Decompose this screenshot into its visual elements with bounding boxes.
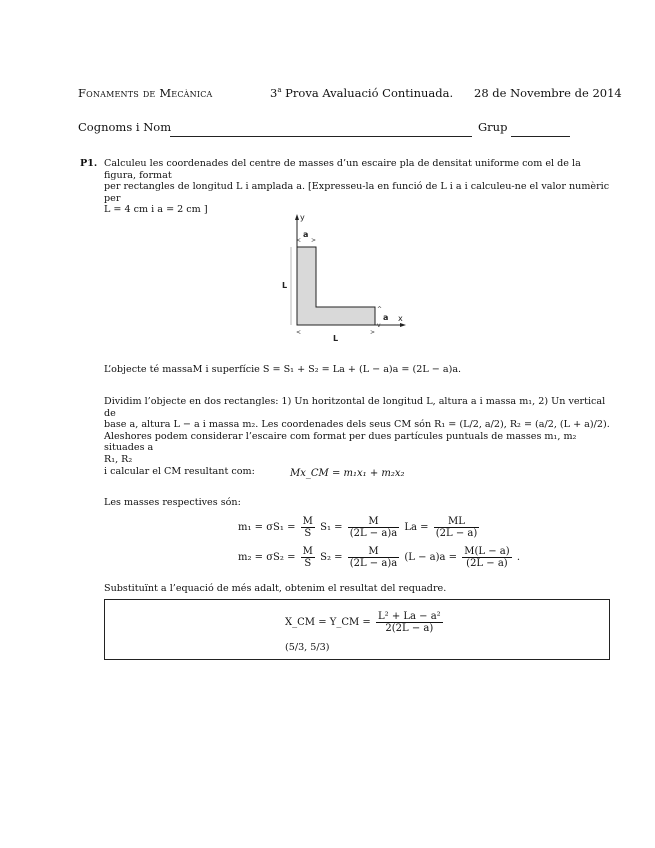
result-fraction — [376, 611, 443, 634]
dim-a-top-arrows: > — [311, 237, 317, 244]
group-label: Grup — [478, 120, 508, 134]
dim-l-side-label: L — [282, 281, 288, 290]
frac-num: M — [302, 546, 313, 557]
m2-mid: S₂ = — [320, 552, 343, 563]
m2-end: . — [516, 552, 520, 563]
divide-line: i calcular el CM resultant com: — [104, 465, 255, 477]
frac-den: (2L − a)a — [349, 528, 398, 539]
m1-frac-m-area — [348, 516, 399, 539]
divide-line: base a, altura L − a i massa m₂. Les coordenades dels seus CM són R₁ = (L/2, a/2), R₂ = (a/2, (L + a)/2). — [104, 419, 610, 431]
name-field-line[interactable] — [170, 136, 472, 137]
group-field-line[interactable] — [511, 136, 570, 137]
frac-num: L² + La − a² — [377, 611, 441, 622]
dim-l-bottom-label: L — [333, 334, 339, 343]
name-label: Cognoms i Nom — [78, 120, 172, 134]
frac-den: (2L − a) — [466, 558, 508, 569]
frac-num: M — [348, 546, 399, 558]
divide-paragraph — [104, 396, 610, 477]
divide-line: R₁, R₂ — [104, 453, 133, 465]
result-lhs: X_CM = Y_CM = — [285, 617, 371, 628]
dim-a-top-arrows: < — [296, 237, 302, 244]
statement-line: L = 4 cm i a = 2 cm ] — [104, 204, 208, 216]
frac-den: (2L − a) — [435, 528, 478, 539]
exam-title — [270, 86, 453, 100]
masses-intro: Les masses respectives són: — [104, 497, 241, 508]
result-value: (5/3, 5/3) — [285, 642, 330, 653]
m2-lhs: m₂ = σS₂ = — [238, 552, 296, 563]
exam-title-text: Prova Avaluació Continuada. — [281, 86, 454, 100]
frac-den: S — [304, 558, 312, 569]
m2-equation — [238, 546, 520, 569]
statement-line: Calculeu les coordenades del centre de masses d’un escaire pla de densitat uniforme com el de la figura, format — [104, 158, 581, 181]
frac-den: 2(2L − a) — [385, 623, 434, 634]
frac-den: S — [304, 528, 312, 539]
mass-line: L’objecte té massaM i superfície S = S₁ + S₂ = La + (L − a)a = (2L − a)a. — [104, 364, 462, 375]
result-box — [104, 599, 610, 660]
frac-den: (2L − a)a — [349, 558, 398, 569]
frac-num: M — [348, 516, 399, 528]
frac-num: M — [302, 516, 313, 527]
m1-frac-result — [434, 516, 480, 539]
l-shape-figure — [270, 210, 420, 350]
problem-label: P1. — [80, 158, 98, 169]
frac-num: ML — [434, 516, 480, 528]
dim-a-right-label: a — [383, 313, 389, 322]
exam-number-suffix: a — [277, 86, 282, 95]
divide-line: Dividim l’objecte en dos rectangles: 1) Un horitzontal de longitud L, altura a i massa m₁, 2) Un vertical de — [104, 396, 606, 419]
x-axis-label: x — [398, 314, 403, 323]
divide-line: Aleshores podem considerar l’escaire com format per dues partícules puntuals de masses m₁, m₂ situades a — [104, 430, 577, 454]
y-axis-arrow — [295, 214, 299, 220]
exam-number: 3 — [270, 86, 278, 100]
exam-date: 28 de Novembre de 2014 — [474, 86, 622, 100]
course-title: Fonaments de Mecànica — [78, 86, 213, 100]
dim-l-bottom-arrows: > — [370, 329, 376, 336]
dim-a-right-arrows: ^ — [377, 306, 383, 313]
statement-line: per rectangles de longitud L i amplada a. [Expresseu-la en funció de L i a i calculeu-ne el valor numèric per — [104, 181, 610, 204]
cm-equation: Mx_CM = m₁x₁ + m₂x₂ — [290, 468, 405, 479]
m1-frac-ms — [301, 516, 315, 539]
dim-a-top-label: a — [303, 230, 309, 239]
dim-l-bottom-arrows: < — [296, 329, 302, 336]
m2-frac-result — [462, 546, 511, 569]
m2-mid2: (L − a)a = — [404, 552, 458, 563]
y-axis-label: y — [300, 213, 305, 222]
m1-mid: S₁ = — [320, 522, 343, 533]
result-equation — [285, 611, 445, 634]
x-axis-arrow — [400, 323, 406, 327]
m2-frac-m-area — [348, 546, 399, 569]
m1-equation — [238, 516, 481, 539]
m2-frac-ms — [301, 546, 315, 569]
frac-num: M(L − a) — [464, 546, 510, 557]
m1-mid2: La = — [404, 522, 429, 533]
l-shape — [297, 247, 375, 325]
m1-lhs: m₁ = σS₁ = — [238, 522, 296, 533]
dim-a-right-arrows: v — [377, 322, 381, 329]
problem-statement — [104, 158, 610, 216]
substitute-line: Substituïnt a l’equació de més adalt, obtenim el resultat del requadre. — [104, 583, 447, 594]
